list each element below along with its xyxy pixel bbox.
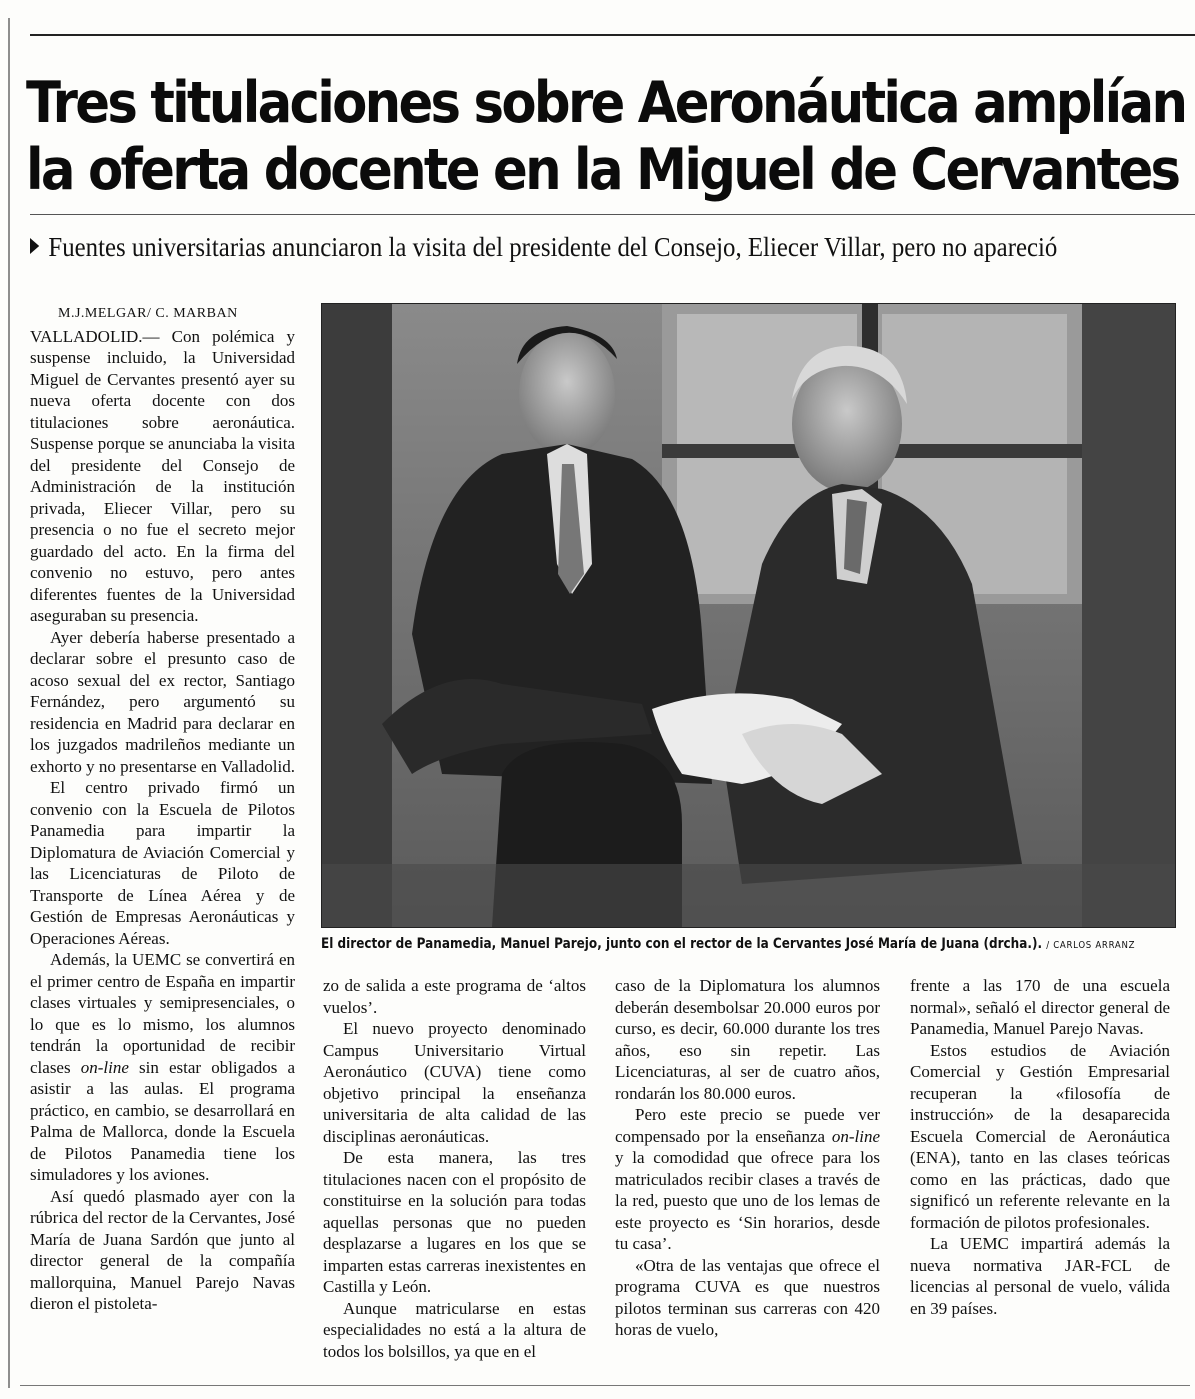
photo-caption — [321, 935, 1136, 955]
triangle-bullet-icon — [30, 238, 39, 254]
paragraph — [615, 1104, 880, 1255]
headline-separator — [30, 214, 1195, 215]
paragraph: «Otra de las ventajas que ofrece el programa CUVA es que nuestros pilotos terminan sus carreras con 420 horas de vuelo, — [615, 1255, 880, 1339]
paragraph: Ayer debería haberse presentado a declarar sobre el presunto caso de acoso sexual del ex rector, Santiago Fernández, pero argumentó su residencia en Madrid para declarar en los juzgados madrileños mediante un exhorto y no presentarse en Valladolid. — [30, 627, 296, 776]
italic-term: on-line — [831, 1126, 880, 1146]
photo-credit: / CARLOS ARRANZ — [1046, 940, 1136, 951]
article-column-1 — [30, 303, 295, 1315]
paragraph: caso de la Diplomatura los alumnos deberán desembolsar 20.000 euros por curso, es decir, 60.000 durante los tres años, eso sin repetir. Las Licenciaturas, al ser de cuatro años, rondarán los 80.000 euros. — [615, 976, 880, 1103]
paragraph-text: Además, la UEMC se convertirá en el primer centro de España en impartir clases virtuales y semipresenciales, o lo que es lo mismo, los alumnos tendrán la oportunidad de recibir clases — [30, 950, 295, 1077]
top-rule — [30, 34, 1195, 36]
headline-line-1: Tres titulaciones sobre Aeronáutica amplían — [26, 70, 1186, 136]
paragraph — [30, 949, 295, 1186]
bottom-rule — [20, 1385, 1190, 1386]
paragraph: El nuevo proyecto denominado Campus Universitario Virtual Aeronáutico (CUVA) tiene como objetivo principal la enseñanza universitaria de alta calidad de las disciplinas aeronáuticas. — [323, 1019, 586, 1146]
subheadline — [30, 230, 1102, 264]
left-margin-rule — [8, 18, 10, 1388]
caption-text: El director de Panamedia, Manuel Parejo, junto con el rector de la Cervantes José María de Juana (drcha.). — [321, 936, 1043, 952]
headline-line-2: la oferta docente en la Miguel de Cervantes — [26, 137, 1179, 203]
paragraph: La UEMC impartirá además la nueva normativa JAR-FCL de licencias al personal de vuelo, válida en 39 países. — [910, 1234, 1170, 1318]
article-column-2 — [323, 975, 586, 1362]
article-column-3 — [615, 975, 880, 1341]
paragraph-text: sin estar obligados a asistir a las aulas. El programa práctico, en cambio, se desarrollará en Palma de Mallorca, donde la Escuela de Pilotos Panamedia tiene los simuladores y los aviones. — [30, 1057, 295, 1184]
paragraph-text: Pero este precio se puede ver compensado por la enseñanza — [615, 1105, 880, 1146]
headline — [26, 70, 1186, 204]
byline: M.J.MELGAR/ C. MARBAN — [58, 306, 238, 321]
paragraph: De esta manera, las tres titulaciones nacen con el propósito de constituirse en la solución para todas aquellas personas que no pueden desplazarse a lugares en los que se imparten estas carreras inexistentes en Castilla y León. — [323, 1148, 586, 1296]
paragraph-text: y la comodidad que ofrece para los matriculados recibir clases a través de la red, puesto que uno de los lemas de este proyecto es ‘Sin horarios, desde tu casa’. — [615, 1148, 880, 1253]
paragraph: VALLADOLID.— Con polémica y suspense incluido, la Universidad Miguel de Cervantes presentó ayer su nueva oferta docente con dos titulaciones sobre aeronáutica. Suspense porque se anunciaba la visita del presidente del Consejo de Administración de la institución privada, Eliecer Villar, pero su presencia o no fue el secreto mejor guardado del acto. En la firma del convenio no estuvo, pero antes diferentes fuentes de la Universidad aseguraban su presencia. — [30, 326, 295, 625]
italic-term: on-line — [80, 1057, 129, 1077]
paragraph: El centro privado firmó un convenio con la Escuela de Pilotos Panamedia para impartir la Diplomatura de Aviación Comercial y las Licenciaturas de Piloto de Transporte de Línea Aérea y de Gestión de Empresas Aeronáuticas y Operaciones Aéreas. — [30, 778, 295, 948]
paragraph: zo de salida a este programa de ‘altos vuelos’. — [323, 976, 586, 1017]
subheadline-text: Fuentes universitarias anunciaron la visita del presidente del Consejo, Eliecer Villar, pero no apareció — [48, 232, 1058, 262]
paragraph: frente a las 170 de una escuela normal», señaló el director general de Panamedia, Manuel Parejo Navas. — [910, 976, 1170, 1038]
article-column-4 — [910, 975, 1170, 1319]
paragraph: Aunque matricularse en estas especialidades no está a la altura de todos los bolsillos, ya que en el — [323, 1298, 586, 1361]
paragraph: Así quedó plasmado ayer con la rúbrica del rector de la Cervantes, José María de Juana Sardón que junto al director general de la compañía mallorquina, Manuel Parejo Navas dieron el pistoleta- — [30, 1186, 295, 1313]
paragraph: Estos estudios de Aviación Comercial y Gestión Empresarial recuperan la «filosofía de instrucción» de la desaparecida Escuela Comercial de Aeronáutica (ENA), tanto en las clases teóricas como en las prácticas, dado que significó un referente relevante en la formación de pilotos profesionales. — [910, 1040, 1170, 1232]
article-photo — [321, 303, 1176, 928]
